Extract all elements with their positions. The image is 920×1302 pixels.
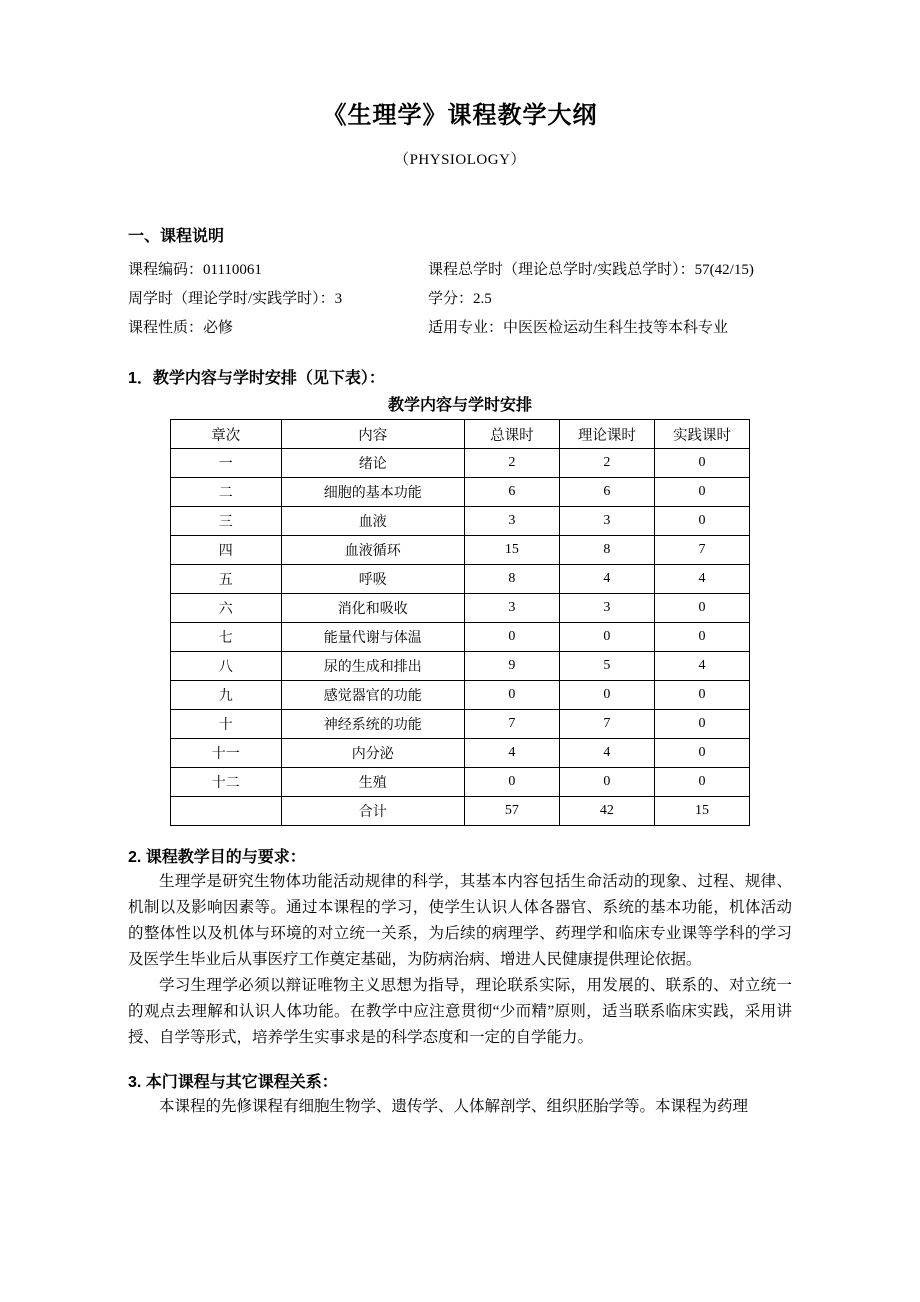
objectives-paragraph-2: 学习生理学必须以辩证唯物主义思想为指导，理论联系实际，用发展的、联系的、对立统一的观点去理解和认识人体功能。在教学中应注意贯彻“少而精”原则，适当联系临床实践，采用讲授、自学等形式，培养学生实事求是的科学态度和一定的自学能力。 [128,977,792,1046]
cell-practice-hours: 0 [654,449,749,478]
objectives-paragraph-1: 生理学是研究生物体功能活动规律的科学，其基本内容包括生命活动的现象、过程、规律、机制以及影响因素等。通过本课程的学习，使学生认识人体各器官、系统的基本功能，机体活动的整体性以及机体与环境的对立统一关系，为后续的病理学、药理学和临床专业课等学科的学习及医学生毕业后从事医疗工作奠定基础，为防病治病、增进人民健康提供理论依据。 [128,873,792,968]
cell-theory-hours: 3 [559,594,654,623]
cell-practice-hours: 0 [654,739,749,768]
column-header-total-hours: 总课时 [464,420,559,449]
section-heading-objectives: 2. 课程教学目的与要求： [128,849,306,866]
cell-chapter: 二 [171,478,282,507]
cell-theory-hours: 0 [559,681,654,710]
cell-practice-hours: 4 [654,565,749,594]
weekly-hours: 周学时（理论学时/实践学时）：3 [128,291,343,307]
cell-content: 血液 [281,507,464,536]
cell-theory-hours: 5 [559,652,654,681]
cell-theory-hours: 0 [559,623,654,652]
cell-content: 内分泌 [281,739,464,768]
cell-content: 绪论 [281,449,464,478]
cell-chapter: 五 [171,565,282,594]
column-header-chapter: 章次 [171,420,282,449]
table-row [171,565,750,594]
cell-practice-hours: 0 [654,681,749,710]
cell-total-hours: 4 [464,739,559,768]
cell-content: 感觉器官的功能 [281,681,464,710]
cell-practice-hours: 0 [654,478,749,507]
cell-total-hours: 8 [464,565,559,594]
cell-practice-hours: 7 [654,536,749,565]
cell-chapter: 十一 [171,739,282,768]
cell-content: 呼吸 [281,565,464,594]
cell-content: 生殖 [281,768,464,797]
cell-total-hours: 15 [464,536,559,565]
page-title: 《生理学》课程教学大纲 [322,102,598,129]
column-header-practice-hours: 实践课时 [654,420,749,449]
cell-content: 合计 [281,797,464,826]
total-hours: 课程总学时（理论总学时/实践总学时）：57(42/15) [428,262,754,278]
table-row [171,594,750,623]
table-header-row [171,420,750,449]
table-row [171,478,750,507]
column-header-theory-hours: 理论课时 [559,420,654,449]
cell-practice-hours: 0 [654,507,749,536]
cell-total-hours: 0 [464,623,559,652]
document-body [128,95,792,1120]
cell-total-hours: 3 [464,507,559,536]
cell-total-hours: 57 [464,797,559,826]
cell-total-hours: 3 [464,594,559,623]
cell-theory-hours: 0 [559,768,654,797]
cell-chapter: 六 [171,594,282,623]
course-info-grid [128,256,792,343]
cell-theory-hours: 6 [559,478,654,507]
info-row [128,285,792,314]
table-caption: 教学内容与学时安排 [387,397,532,414]
cell-content: 神经系统的功能 [281,710,464,739]
cell-practice-hours: 0 [654,768,749,797]
cell-content: 消化和吸收 [281,594,464,623]
cell-chapter: 九 [171,681,282,710]
cell-theory-hours: 4 [559,565,654,594]
cell-practice-hours: 0 [654,710,749,739]
page-subtitle: （PHYSIOLOGY） [394,152,526,168]
cell-chapter [171,797,282,826]
section-heading-course-description: 一、课程说明 [128,228,225,245]
info-row [128,314,792,343]
cell-chapter: 十 [171,710,282,739]
table-row [171,536,750,565]
cell-chapter: 三 [171,507,282,536]
teaching-hours-table [170,419,750,826]
cell-content: 细胞的基本功能 [281,478,464,507]
table-row [171,681,750,710]
cell-content: 血液循环 [281,536,464,565]
relations-paragraph-1: 本课程的先修课程有细胞生物学、遗传学、人体解剖学、组织胚胎学等。本课程为药理 [159,1098,749,1115]
info-row [128,256,792,285]
cell-content: 尿的生成和排出 [281,652,464,681]
cell-chapter: 十二 [171,768,282,797]
applicable-major: 适用专业：中医医检运动生科生技等本科专业 [428,320,729,336]
cell-total-hours: 9 [464,652,559,681]
cell-chapter: 一 [171,449,282,478]
cell-total-hours: 2 [464,449,559,478]
table-row [171,797,750,826]
cell-theory-hours: 4 [559,739,654,768]
course-nature: 课程性质：必修 [128,320,234,336]
cell-total-hours: 7 [464,710,559,739]
table-row [171,623,750,652]
cell-practice-hours: 0 [654,623,749,652]
cell-theory-hours: 3 [559,507,654,536]
cell-total-hours: 0 [464,768,559,797]
cell-practice-hours: 15 [654,797,749,826]
column-header-content: 内容 [281,420,464,449]
table-row [171,739,750,768]
section-heading-relations: 3. 本门课程与其它课程关系： [128,1074,338,1091]
subsection-heading-teaching-content: 1．教学内容与学时安排（见下表）： [128,370,385,387]
course-code: 课程编码：01110061 [128,262,262,278]
cell-theory-hours: 8 [559,536,654,565]
cell-total-hours: 6 [464,478,559,507]
cell-practice-hours: 0 [654,594,749,623]
cell-content: 能量代谢与体温 [281,623,464,652]
cell-theory-hours: 42 [559,797,654,826]
table-row [171,652,750,681]
table-row [171,507,750,536]
credits: 学分：2.5 [428,291,492,307]
table-body [171,449,750,826]
cell-chapter: 七 [171,623,282,652]
table-row [171,449,750,478]
table-row [171,768,750,797]
cell-practice-hours: 4 [654,652,749,681]
cell-theory-hours: 2 [559,449,654,478]
table-row [171,710,750,739]
cell-theory-hours: 7 [559,710,654,739]
cell-chapter: 八 [171,652,282,681]
cell-total-hours: 0 [464,681,559,710]
cell-chapter: 四 [171,536,282,565]
